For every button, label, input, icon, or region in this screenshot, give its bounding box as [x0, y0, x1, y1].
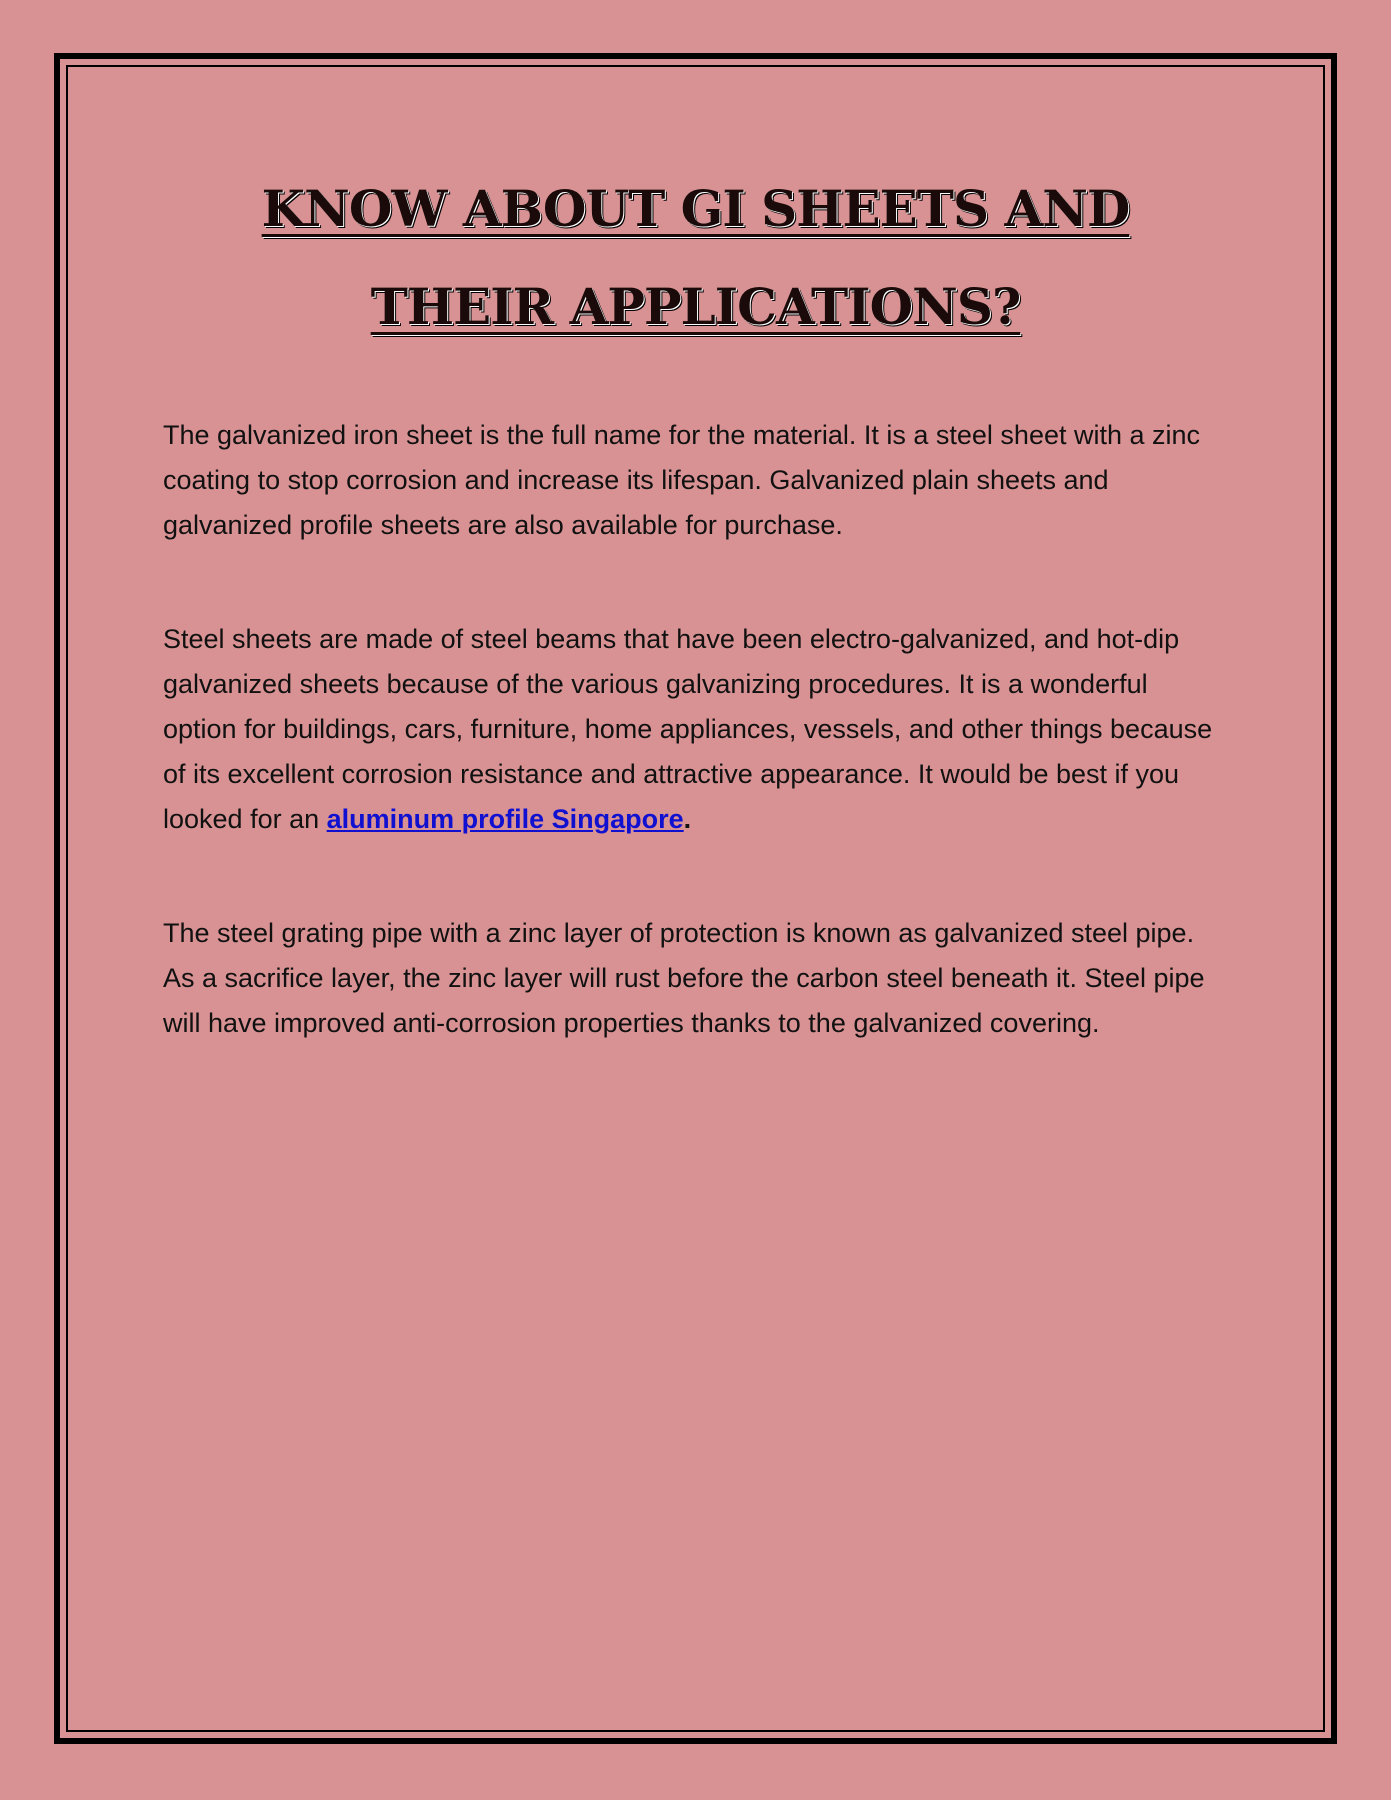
paragraph-steel-sheets: [163, 617, 1228, 842]
aluminum-profile-link[interactable]: aluminum profile Singapore: [326, 804, 684, 834]
paragraph-galvanized-iron-sheet: The galvanized iron sheet is the full name for the material. It is a steel sheet with a zinc coating to stop corrosion and increase its lifespan. Galvanized plain sheets and galvanized profile sheets are also available for purchase.: [163, 420, 1201, 540]
paragraph-steel-sheets-period: .: [683, 804, 692, 834]
paragraph-steel-sheets-text: Steel sheets are made of steel beams that have been electro-galvanized, and hot-dip galvanized sheets because of the various galvanizing procedures. It is a wonderful option for buildings, cars, furniture, home appliances, vessels, and other things because of its excellent corrosion resistance and attractive appearance. It would be best if you looked for an: [163, 624, 1213, 834]
document-content: [163, 160, 1228, 1046]
paragraph-steel-pipe: The steel grating pipe with a zinc layer of protection is known as galvanized steel pipe. As a sacrifice layer, the zinc layer will rust before the carbon steel beneath it. Steel pipe will have improved anti-corrosion properties thanks to the galvanized covering.: [163, 918, 1205, 1038]
document-title: KNOW ABOUT GI SHEETS AND THEIR APPLICATIONS?: [261, 179, 1130, 336]
